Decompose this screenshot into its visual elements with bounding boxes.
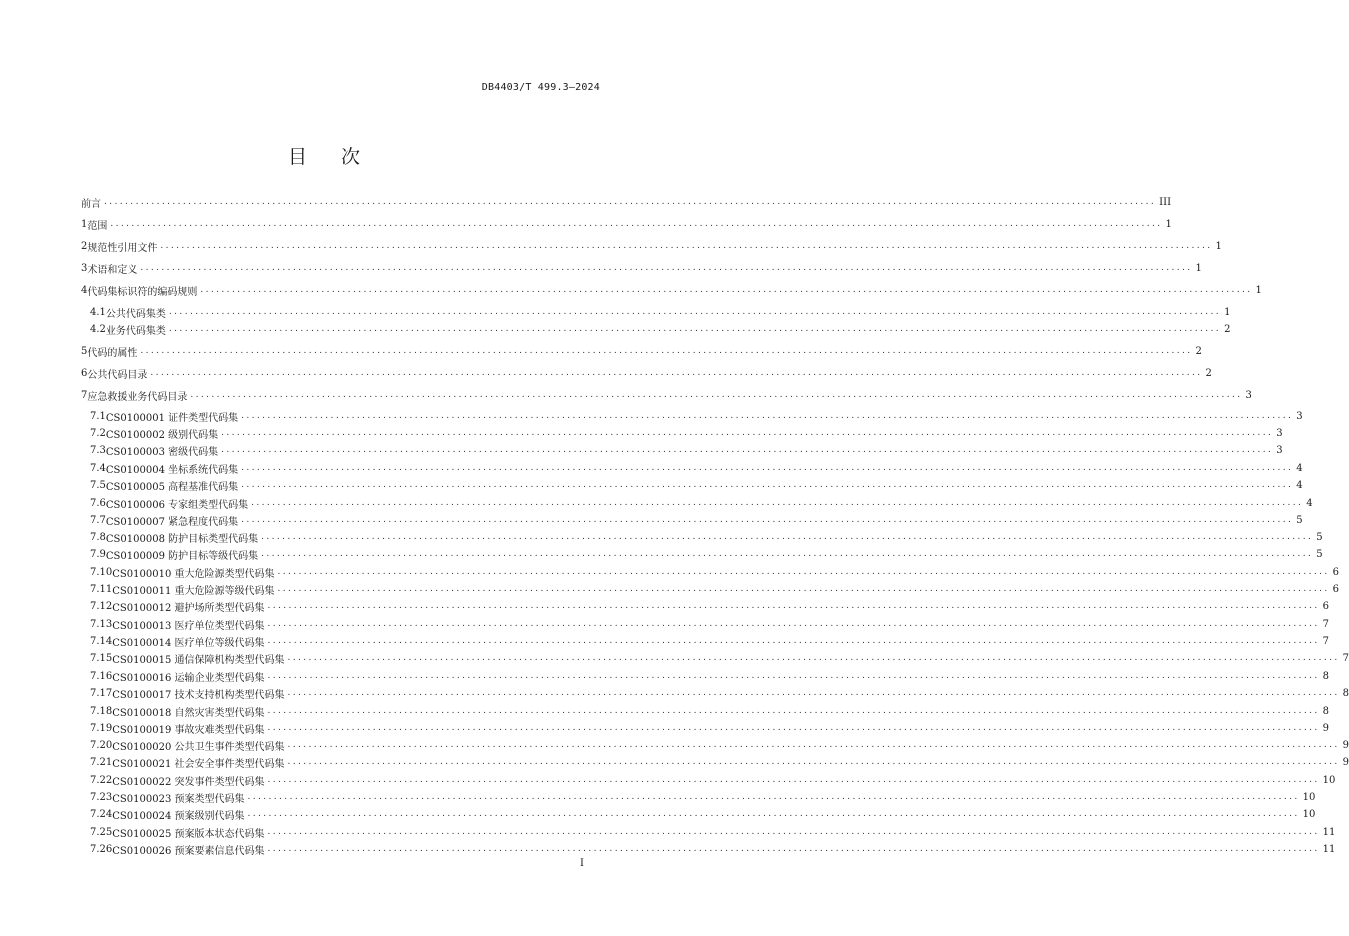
toc-entry-title: CS0100022 突发事件类型代码集 bbox=[112, 776, 265, 788]
toc-entry[interactable] bbox=[81, 790, 1316, 805]
page-number: I bbox=[580, 858, 584, 869]
toc-entry-title: 代码的属性 bbox=[87, 347, 138, 359]
toc-entry-title: CS0100009 防护目标等级代码集 bbox=[105, 550, 259, 562]
toc-entry-number: 3 bbox=[81, 262, 88, 274]
toc-dot-leader: ........................................................................................................................................................................................................ bbox=[267, 619, 1320, 629]
toc-dot-leader: ........................................................................................................................................................................................................ bbox=[267, 827, 1320, 837]
toc-entry-page: 1 bbox=[1195, 262, 1202, 274]
toc-entry-title: 业务代码集类 bbox=[105, 325, 166, 337]
toc-entry[interactable] bbox=[81, 617, 1330, 632]
toc-dot-leader: ........................................................................................................................................................................................................ bbox=[140, 263, 1193, 273]
toc-dot-leader: ........................................................................................................................................................................................................ bbox=[251, 498, 1304, 508]
toc-entry-page: 10 bbox=[1322, 774, 1336, 786]
toc-entry[interactable] bbox=[81, 842, 1336, 857]
toc-entry-title: CS0100021 社会安全事件类型代码集 bbox=[112, 758, 285, 770]
toc-entry-number: 7 bbox=[81, 389, 88, 401]
toc-dot-leader: ........................................................................................................................................................................................................ bbox=[277, 567, 1330, 577]
toc-entry[interactable] bbox=[81, 704, 1330, 719]
toc-dot-leader: ........................................................................................................................................................................................................ bbox=[247, 792, 1300, 802]
toc-entry[interactable] bbox=[81, 599, 1330, 614]
toc-entry-number: 7.13 bbox=[90, 618, 113, 630]
toc-entry[interactable] bbox=[81, 239, 1222, 254]
toc-dot-leader: ........................................................................................................................................................................................................ bbox=[168, 324, 1222, 334]
toc-dot-leader: ........................................................................................................................................................................................................ bbox=[168, 307, 1222, 317]
toc-entry-number: 7.24 bbox=[90, 808, 113, 820]
toc-entry-number: 4.2 bbox=[90, 323, 106, 335]
toc-entry[interactable] bbox=[81, 547, 1323, 562]
toc-entry-number: 7.7 bbox=[90, 514, 106, 526]
toc-entry-title: CS0100025 预案版本状态代码集 bbox=[112, 828, 265, 840]
toc-dot-leader: ........................................................................................................................................................................................................ bbox=[221, 445, 1274, 455]
toc-entry-title: CS0100016 运输企业类型代码集 bbox=[112, 672, 265, 684]
toc-dot-leader: ........................................................................................................................................................................................................ bbox=[267, 601, 1320, 611]
toc-entry-title: 公共代码集类 bbox=[105, 308, 166, 320]
toc-entry[interactable] bbox=[81, 461, 1303, 476]
toc-entry-title: 代码集标识符的编码规则 bbox=[87, 286, 198, 298]
toc-entry[interactable] bbox=[81, 513, 1303, 528]
toc-entry-page: 1 bbox=[1215, 240, 1222, 252]
toc-entry-page: 6 bbox=[1332, 566, 1340, 578]
page-title: 目 次 bbox=[287, 146, 375, 168]
toc-entry-title: 术语和定义 bbox=[87, 264, 138, 276]
toc-entry-page: 8 bbox=[1342, 687, 1349, 699]
toc-dot-leader: ........................................................................................................................................................................................................ bbox=[160, 241, 1213, 251]
toc-dot-leader: ........................................................................................................................................................................................................ bbox=[261, 532, 1314, 542]
toc-entry[interactable] bbox=[81, 322, 1231, 337]
toc-dot-leader: ........................................................................................................................................................................................................ bbox=[140, 346, 1193, 356]
toc-entry[interactable] bbox=[81, 634, 1330, 649]
toc-entry-title: CS0100006 专家组类型代码集 bbox=[105, 499, 249, 511]
toc-entry-number: 7.10 bbox=[90, 566, 113, 578]
toc-entry-number: 7.2 bbox=[90, 427, 106, 439]
toc-entry-page: 8 bbox=[1322, 670, 1330, 682]
toc-dot-leader: ........................................................................................................................................................................................................ bbox=[287, 757, 1340, 767]
toc-entry-page: 10 bbox=[1302, 791, 1316, 803]
toc-entry-number: 7.17 bbox=[90, 687, 113, 699]
toc-entry-number: 1 bbox=[81, 218, 88, 230]
toc-dot-leader: ........................................................................................................................................................................................................ bbox=[261, 549, 1314, 559]
toc-entry[interactable] bbox=[81, 388, 1252, 403]
toc-entry-number: 7.22 bbox=[90, 774, 113, 786]
toc-dot-leader: ........................................................................................................................................................................................................ bbox=[267, 775, 1320, 785]
toc-dot-leader: ........................................................................................................................................................................................................ bbox=[150, 368, 1203, 378]
toc-entry-title: CS0100026 预案要素信息代码集 bbox=[112, 845, 265, 857]
toc-entry-page: 5 bbox=[1316, 531, 1323, 543]
toc-entry-page: 3 bbox=[1276, 427, 1283, 439]
toc-entry[interactable] bbox=[81, 582, 1340, 597]
toc-entry-title: CS0100014 医疗单位等级代码集 bbox=[112, 637, 265, 649]
toc-entry-page: 4 bbox=[1296, 479, 1303, 491]
toc-entry-page: 1 bbox=[1224, 306, 1231, 318]
toc-entry-number: 7.23 bbox=[90, 791, 113, 803]
toc-entry-page: 9 bbox=[1322, 722, 1330, 734]
toc-entry[interactable] bbox=[81, 283, 1262, 298]
toc-entry-number: 7.19 bbox=[90, 722, 113, 734]
toc-entry-page: 11 bbox=[1322, 843, 1336, 855]
toc-entry-number: 6 bbox=[81, 367, 88, 379]
toc-entry-page: 7 bbox=[1322, 635, 1330, 647]
toc-entry-number: 7.5 bbox=[90, 479, 106, 491]
toc-entry-number: 7.9 bbox=[90, 548, 106, 560]
toc-entry-page: 11 bbox=[1322, 826, 1336, 838]
toc-dot-leader: ........................................................................................................................................................................................................ bbox=[267, 671, 1320, 681]
toc-dot-leader: ........................................................................................................................................................................................................ bbox=[190, 390, 1243, 400]
toc-entry[interactable] bbox=[81, 755, 1349, 770]
toc-entry-number: 7.15 bbox=[90, 652, 113, 664]
toc-entry[interactable] bbox=[81, 195, 1172, 210]
toc-entry-title: CS0100005 高程基准代码集 bbox=[105, 481, 239, 493]
toc-entry-title: CS0100015 通信保障机构类型代码集 bbox=[112, 654, 285, 666]
toc-entry-page: 4 bbox=[1306, 497, 1313, 509]
toc-entry[interactable] bbox=[81, 261, 1202, 276]
toc-entry-number: 7.25 bbox=[90, 826, 113, 838]
toc-entry-title: CS0100002 级别代码集 bbox=[105, 429, 219, 441]
toc-dot-leader: ........................................................................................................................................................................................................ bbox=[267, 723, 1320, 733]
toc-entry-page: 6 bbox=[1332, 583, 1340, 595]
toc-entry-title: 范围 bbox=[87, 220, 108, 232]
toc-dot-leader: ........................................................................................................................................................................................................ bbox=[267, 844, 1320, 854]
toc-entry-page: 9 bbox=[1342, 756, 1349, 768]
toc-entry-number: 7.4 bbox=[90, 462, 106, 474]
toc-entry-number: 5 bbox=[81, 345, 88, 357]
toc-entry-page: 2 bbox=[1205, 367, 1212, 379]
toc-entry[interactable] bbox=[81, 825, 1336, 840]
toc-entry[interactable] bbox=[81, 344, 1202, 359]
toc-entry[interactable] bbox=[81, 409, 1303, 424]
toc-dot-leader: ........................................................................................................................................................................................................ bbox=[267, 706, 1320, 716]
toc-entry-page: 4 bbox=[1296, 462, 1303, 474]
toc-entry-title: CS0100007 紧急程度代码集 bbox=[105, 516, 239, 528]
toc-entry-number: 2 bbox=[81, 240, 88, 252]
toc-dot-leader: ........................................................................................................................................................................................................ bbox=[267, 636, 1320, 646]
toc-entry-title: CS0100004 坐标系统代码集 bbox=[105, 464, 239, 476]
toc-dot-leader: ........................................................................................................................................................................................................ bbox=[221, 428, 1274, 438]
toc-entry[interactable] bbox=[81, 530, 1323, 545]
toc-dot-leader: ........................................................................................................................................................................................................ bbox=[241, 480, 1294, 490]
toc-entry-number: 7.12 bbox=[90, 600, 113, 612]
toc-entry-page: 7 bbox=[1322, 618, 1330, 630]
toc-dot-leader: ........................................................................................................................................................................................................ bbox=[104, 197, 1157, 207]
toc-entry-number: 4.1 bbox=[90, 306, 106, 318]
toc-entry[interactable] bbox=[81, 305, 1231, 320]
toc-dot-leader: ........................................................................................................................................................................................................ bbox=[241, 463, 1294, 473]
toc-entry-page: 1 bbox=[1255, 284, 1262, 296]
toc-dot-leader: ........................................................................................................................................................................................................ bbox=[287, 740, 1340, 750]
toc-entry[interactable] bbox=[81, 773, 1336, 788]
toc-entry-number: 7.18 bbox=[90, 705, 113, 717]
toc-entry-number: 7.21 bbox=[90, 756, 113, 768]
toc-entry[interactable] bbox=[81, 807, 1316, 822]
toc-entry[interactable] bbox=[81, 721, 1330, 736]
toc-dot-leader: ........................................................................................................................................................................................................ bbox=[241, 515, 1294, 525]
toc-entry-title: CS0100023 预案类型代码集 bbox=[112, 793, 245, 805]
toc-entry-title: CS0100017 技术支持机构类型代码集 bbox=[112, 689, 285, 701]
toc-entry-number: 7.14 bbox=[90, 635, 113, 647]
toc-entry[interactable] bbox=[81, 738, 1349, 753]
toc-entry[interactable] bbox=[81, 686, 1349, 701]
toc-dot-leader: ........................................................................................................................................................................................................ bbox=[277, 584, 1330, 594]
toc-entry-title: CS0100012 避护场所类型代码集 bbox=[112, 602, 265, 614]
toc-entry[interactable] bbox=[81, 651, 1349, 666]
toc-dot-leader: ........................................................................................................................................................................................................ bbox=[287, 688, 1340, 698]
toc-entry-page: 5 bbox=[1316, 548, 1323, 560]
toc-entry-title: CS0100018 自然灾害类型代码集 bbox=[112, 707, 265, 719]
toc-entry-page: 3 bbox=[1296, 410, 1303, 422]
toc-entry[interactable] bbox=[81, 426, 1283, 441]
toc-dot-leader: ........................................................................................................................................................................................................ bbox=[200, 285, 1253, 295]
toc-entry-title: CS0100001 证件类型代码集 bbox=[105, 412, 239, 424]
toc-entry-number: 4 bbox=[81, 284, 88, 296]
toc-entry-page: 10 bbox=[1302, 808, 1316, 820]
toc-entry-title: 前言 bbox=[81, 198, 101, 210]
toc-dot-leader: ........................................................................................................................................................................................................ bbox=[247, 809, 1300, 819]
toc-entry-page: 2 bbox=[1195, 345, 1202, 357]
toc-entry-title: CS0100010 重大危险源类型代码集 bbox=[112, 568, 275, 580]
toc-dot-leader: ........................................................................................................................................................................................................ bbox=[110, 219, 1163, 229]
toc-entry-page: 1 bbox=[1165, 218, 1172, 230]
toc-entry-page: 7 bbox=[1342, 652, 1349, 664]
toc-entry-title: CS0100019 事故灾难类型代码集 bbox=[112, 724, 265, 736]
toc-entry-number: 7.26 bbox=[90, 843, 113, 855]
toc-entry[interactable] bbox=[81, 565, 1340, 580]
toc-entry-number: 7.1 bbox=[90, 410, 106, 422]
toc-entry[interactable] bbox=[81, 496, 1313, 511]
toc-dot-leader: ........................................................................................................................................................................................................ bbox=[241, 411, 1294, 421]
toc-entry-page: 6 bbox=[1322, 600, 1330, 612]
toc-entry-number: 7.20 bbox=[90, 739, 113, 751]
toc-entry-title: CS0100003 密级代码集 bbox=[105, 446, 219, 458]
toc-entry-page: 3 bbox=[1276, 444, 1283, 456]
toc-entry[interactable] bbox=[81, 217, 1172, 232]
toc-entry-title: CS0100013 医疗单位类型代码集 bbox=[112, 620, 265, 632]
toc-entry-number: 7.6 bbox=[90, 497, 106, 509]
toc-entry-page: 2 bbox=[1224, 323, 1231, 335]
toc-entry-number: 7.11 bbox=[90, 583, 113, 595]
toc-entry-title: 应急救援业务代码目录 bbox=[87, 391, 188, 403]
toc-entry-page: 9 bbox=[1342, 739, 1349, 751]
toc-entry-page: 8 bbox=[1322, 705, 1330, 717]
document-code: DB4403/T 499.3—2024 bbox=[481, 82, 600, 93]
toc-entry-page: 5 bbox=[1296, 514, 1303, 526]
toc-entry-page: 3 bbox=[1245, 389, 1252, 401]
toc-entry-title: CS0100008 防护目标类型代码集 bbox=[105, 533, 259, 545]
toc-entry-number: 7.3 bbox=[90, 444, 106, 456]
toc-entry-page: III bbox=[1159, 196, 1172, 208]
toc-entry-title: CS0100011 重大危险源等级代码集 bbox=[112, 585, 275, 597]
toc-entry[interactable] bbox=[81, 478, 1303, 493]
toc-entry[interactable] bbox=[81, 669, 1330, 684]
toc-entry-title: CS0100020 公共卫生事件类型代码集 bbox=[112, 741, 285, 753]
toc-entry[interactable] bbox=[81, 366, 1212, 381]
toc-entry-number: 7.16 bbox=[90, 670, 113, 682]
toc-entry[interactable] bbox=[81, 443, 1283, 458]
toc-entry-title: 公共代码目录 bbox=[87, 369, 148, 381]
toc-entry-number: 7.8 bbox=[90, 531, 106, 543]
toc-entry-title: CS0100024 预案级别代码集 bbox=[112, 810, 245, 822]
toc-dot-leader: ........................................................................................................................................................................................................ bbox=[287, 653, 1340, 663]
toc-entry-title: 规范性引用文件 bbox=[87, 242, 158, 254]
